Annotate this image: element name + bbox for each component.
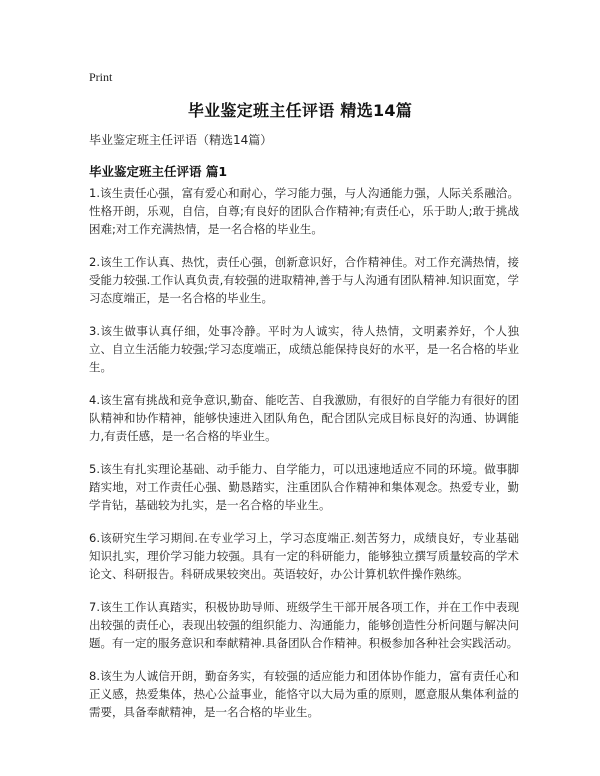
paragraph-6: 6.该研究生学习期间.在专业学习上，学习态度端正.刻苦努力，成绩良好，专业基础知识扎实，理价学习能力较强。具有一定的科研能力，能够独立撰写质量较高的学术论文、科研报告。科研成果较突出。英语较好，办公计算机软件操作熟练。	[89, 531, 519, 581]
paragraph-4: 4.该生富有挑战和竞争意识,勤奋、能吃苦、自我激励，有很好的自学能力有很好的团队精神和协作精神，能够快速进入团队角色，配合团队完成目标良好的沟通、协调能力,有责任感，是一名合格的毕业生。	[89, 393, 519, 443]
print-link[interactable]: Print	[89, 70, 113, 84]
section-heading: 毕业鉴定班主任评语 篇1	[89, 164, 228, 179]
paragraph-8: 8.该生为人诚信开朗，勤奋务实，有较强的适应能力和团体协作能力，富有责任心和正义感，热爱集体，热心公益事业，能恪守以大局为重的原则，愿意服从集体利益的需要，具备奉献精神，是一名合格的毕业生。	[89, 669, 519, 719]
page-title: 毕业鉴定班主任评语 精选14篇	[187, 101, 413, 120]
paragraph-7: 7.该生工作认真踏实，积极协助导师、班级学生干部开展各项工作，并在工作中表现出较强的责任心，表现出较强的组织能力、沟通能力，能够创造性分析问题与解决问题。有一定的服务意识和奉献精神.具备团队合作精神。积极参加各种社会实践活动。	[89, 600, 519, 650]
paragraph-1: 1.该生责任心强，富有爱心和耐心，学习能力强，与人沟通能力强，人际关系融洽。性格开朗，乐观，自信，自尊;有良好的团队合作精神;有责任心，乐于助人;敢于挑战困难;对工作充满热情，是一名合格的毕业生。	[89, 186, 519, 236]
paragraph-2: 2.该生工作认真、热忱，责任心强，创新意识好，合作精神佳。对工作充满热情，接受能力较强.工作认真负责,有较强的进取精神,善于与人沟通有团队精神.知识面宽，学习态度端正，是一名合格的毕业生。	[89, 255, 519, 305]
paragraph-5: 5.该生有扎实理论基础、动手能力、自学能力，可以迅速地适应不同的环境。做事脚踏实地，对工作责任心强、勤恳踏实，注重团队合作精神和集体观念。热爱专业，勤学肯钻，基础较为扎实，是一名合格的毕业生。	[89, 462, 519, 512]
paragraph-3: 3.该生做事认真仔细，处事冷静。平时为人诚实，待人热情，文明素养好，个人独立、自立生活能力较强;学习态度端正，成绩总能保持良好的水平，是一名合格的毕业生。	[89, 324, 519, 374]
document-body	[89, 184, 519, 736]
document-subtitle: 毕业鉴定班主任评语（精选14篇）	[89, 133, 273, 147]
